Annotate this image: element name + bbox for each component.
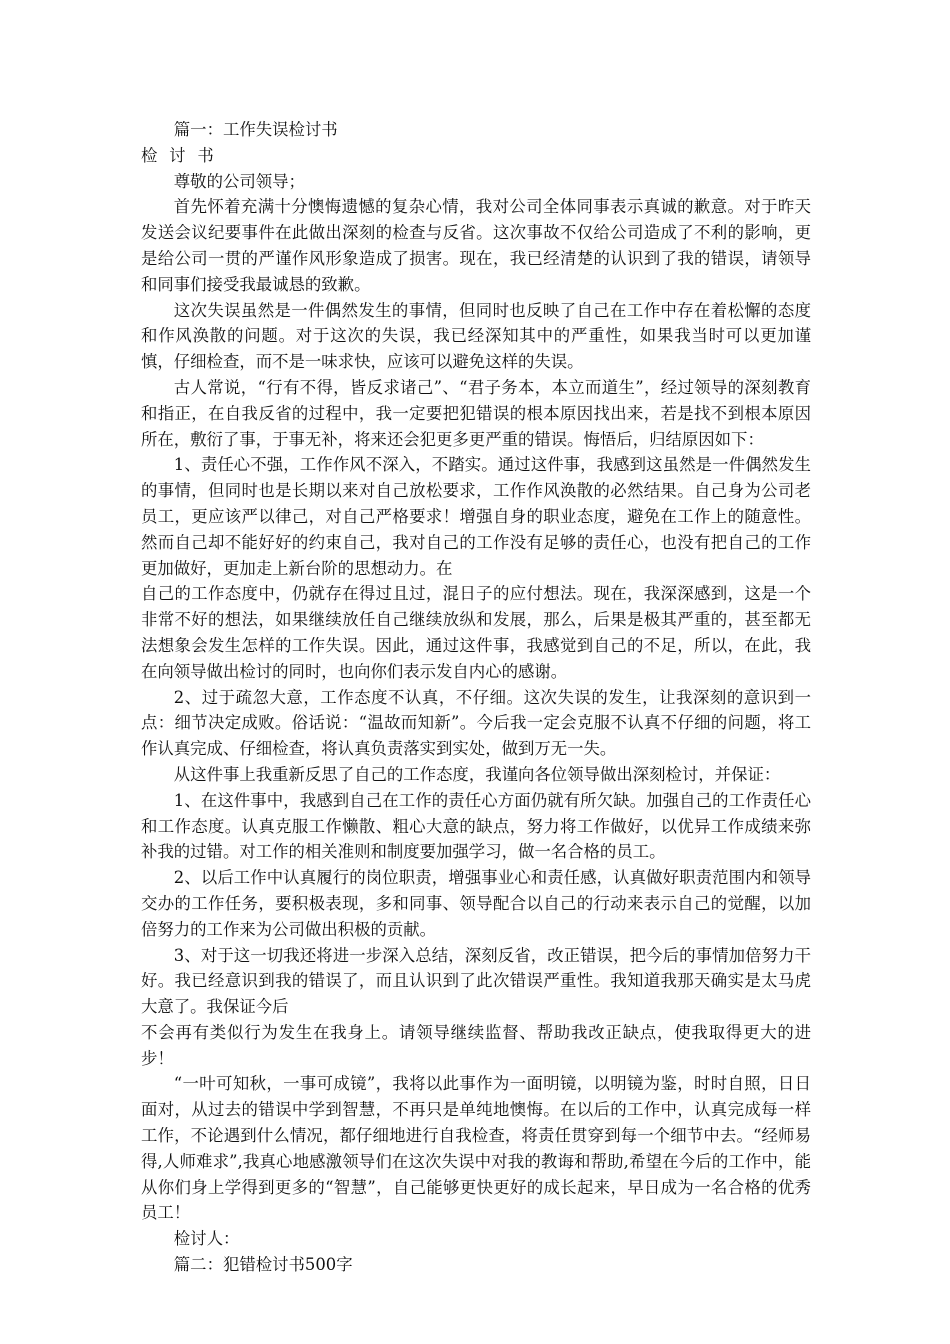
paragraph-2: 这次失误虽然是一件偶然发生的事情，但同时也反映了自己在工作中存在着松懈的态度和作风涣散的问题。对于这次的失误，我已经深知其中的严重性，如果我当时可以更加谨慎，仔细检查，而不是一味求快，应该可以避免这样的失误。 <box>141 300 811 372</box>
paragraph-9: 2、以后工作中认真履行的岗位职责，增强事业心和责任感，认真做好职责范围内和领导交办的工作任务，要积极表现，多和同事、领导配合以自己的行动来表示自己的觉醒，以加倍努力的工作来为公司做出积极的贡献。 <box>141 868 811 939</box>
paragraph-3: 古人常说，“行有不得，皆反求诸己”、“君子务本，本立而道生”，经过领导的深刻教育和指正，在自我反省的过程中，我一定要把犯错误的根本原因找出来，若是找不到根本原因所在，敷衍了事，于事无补，将来还会犯更多更严重的错误。悔悟后，归结原因如下： <box>141 377 811 449</box>
signature-line: 检讨人： <box>173 1229 240 1249</box>
paragraph-11: 不会再有类似行为发生在我身上。请领导继续监督、帮助我改正缺点，使我取得更大的进步！ <box>141 1022 811 1068</box>
salutation: 尊敬的公司领导； <box>173 171 305 191</box>
paragraph-7: 从这件事上我重新反思了自己的工作态度，我谨向各位领导做出深刻检讨，并保证： <box>173 764 781 784</box>
document-body <box>141 117 811 1278</box>
document-title: 检 讨 书 <box>141 145 217 165</box>
paragraph-8: 1、在这件事中，我感到自己在工作的责任心方面仍就有所欠缺。加强自己的工作责任心和工作态度。认真克服工作懒散、粗心大意的缺点，努力将工作做好，以优异工作成绩来弥补我的过错。对工作的相关准则和制度要加强学习，做一名合格的员工。 <box>141 790 811 862</box>
paragraph-4: 1、责任心不强，工作作风不深入，不踏实。通过这件事，我感到这虽然是一件偶然发生的事情，但同时也是长期以来对自己放松要求，工作作风涣散的必然结果。自己身为公司老员工，更应该严以律己，对自己严格要求！增强自身的职业态度，避免在工作上的随意性。然而自己却不能好好的约束自己，我对自己的工作没有足够的责任心，也没有把自己的工作更加做好，更加走上新台阶的思想动力。在 <box>141 455 811 578</box>
paragraph-12: “一叶可知秋，一事可成镜”，我将以此事作为一面明镜，以明镜为鉴，时时自照，日日面对，从过去的错误中学到智慧，不再只是单纯地懊悔。在以后的工作中，认真完成每一样工作，不论遇到什么情况，都仔细地进行自我检查，将责任贯穿到每一个细节中去。“经师易得,人师难求”,我真心地感激领导们在这次失误中对我的教诲和帮助,希望在今后的工作中，能从你们身上学得到更多的“智慧”，自己能够更快更好的成长起来，早日成为一名合格的优秀员工！ <box>141 1074 811 1223</box>
section-heading-1: 篇一：工作失误检讨书 <box>173 120 338 139</box>
paragraph-10: 3、对于这一切我还将进一步深入总结，深刻反省，改正错误，把今后的事情加倍努力干好。我已经意识到我的错误了，而且认识到了此次错误严重性。我知道我那天确实是太马虎大意了。我保证今后 <box>141 945 811 1017</box>
paragraph-6: 2、过于疏忽大意，工作态度不认真，不仔细。这次失误的发生，让我深刻的意识到一点：细节决定成败。俗话说：“温故而知新”。今后我一定会克服不认真不仔细的问题，将工作认真完成、仔细检查，将认真负责落实到实处，做到万无一失。 <box>141 687 811 759</box>
paragraph-1: 首先怀着充满十分懊悔遗憾的复杂心情，我对公司全体同事表示真诚的歉意。对于昨天发送会议纪要事件在此做出深刻的检查与反省。这次事故不仅给公司造成了不利的影响，更是给公司一贯的严谨作风形象造成了损害。现在，我已经清楚的认识到了我的错误，请领导和同事们接受我最诚恳的致歉。 <box>141 197 811 294</box>
section-heading-2: 篇二：犯错检讨书500字 <box>173 1255 353 1275</box>
paragraph-5: 自己的工作态度中，仍就存在得过且过，混日子的应付想法。现在，我深深感到，这是一个非常不好的想法，如果继续放任自己继续放纵和发展，那么，后果是极其严重的，甚至都无法想象会发生怎样的工作失误。因此，通过这件事，我感觉到自己的不足，所以，在此，我在向领导做出检讨的同时，也向你们表示发自内心的感谢。 <box>141 584 811 681</box>
